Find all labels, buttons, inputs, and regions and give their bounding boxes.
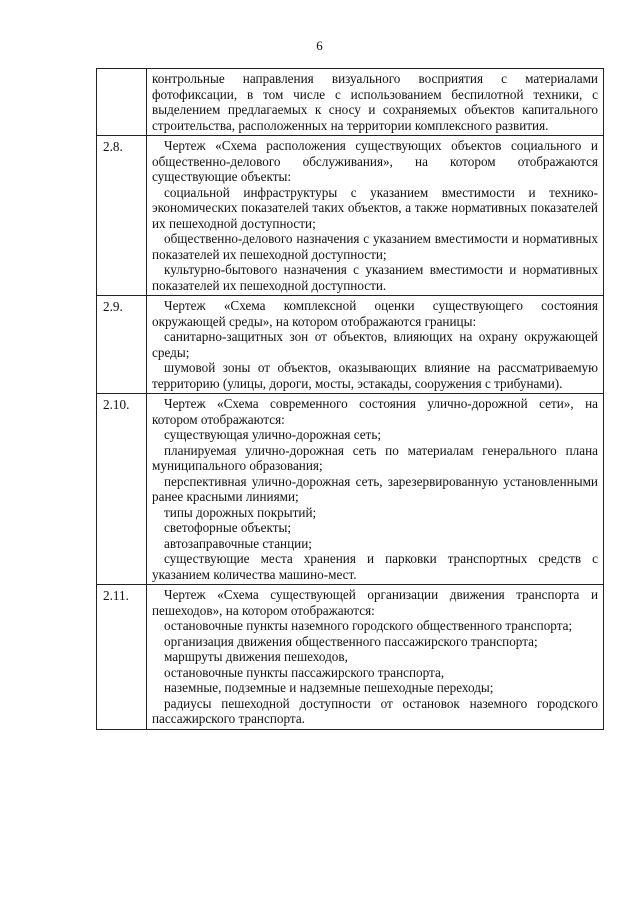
paragraph: наземные, подземные и надземные пешеходные переходы; xyxy=(164,680,494,695)
row-number: 2.10. xyxy=(97,394,147,585)
row-number: 2.9. xyxy=(97,296,147,394)
paragraph: Чертеж «Схема существующей организации движения транспорта и пешеходов», на котором отображаются: xyxy=(152,587,598,618)
paragraph: радиусы пешеходной доступности от остановок наземного городского пассажирского транспорта. xyxy=(152,695,598,726)
paragraph: Чертеж «Схема расположения существующих объектов социального и общественно-делового обслуживания», на котором отображаются существующие объекты: xyxy=(152,138,598,184)
row-number xyxy=(97,69,147,136)
paragraph: контрольные направления визуального восприятия с материалами фотофиксации, в том числе с использованием беспилотной техники, с выделением предлагаемых к сносу и сохраняемых объектов капитального строительства, расположенных на территории комплексного развития. xyxy=(152,71,598,133)
table-row xyxy=(97,296,604,394)
row-content xyxy=(147,136,604,296)
paragraph: остановочные пункты наземного городского общественного транспорта; xyxy=(164,618,573,633)
paragraph: существующие места хранения и парковки транспортных средств с указанием количества машино-мест. xyxy=(152,551,598,582)
paragraph: маршруты движения пешеходов, xyxy=(164,649,348,664)
table-row xyxy=(97,585,604,730)
table-row xyxy=(97,69,604,136)
row-content xyxy=(147,585,604,730)
paragraph: санитарно-защитных зон от объектов, влияющих на охрану окружающей среды; xyxy=(152,329,598,360)
row-number: 2.11. xyxy=(97,585,147,730)
paragraph: шумовой зоны от объектов, оказывающих влияние на рассматриваемую территорию (улицы, дороги, мосты, эстакады, сооружения с трибунами). xyxy=(152,360,598,391)
table-row xyxy=(97,394,604,585)
page-number: 6 xyxy=(316,38,323,53)
paragraph: общественно-делового назначения с указанием вместимости и нормативных показателей их пешеходной доступности; xyxy=(152,231,598,262)
paragraph: существующая улично-дорожная сеть; xyxy=(164,427,382,442)
paragraph: Чертеж «Схема комплексной оценки существующего состояния окружающей среды», на котором отображаются границы: xyxy=(152,298,598,329)
paragraph: перспективная улично-дорожная сеть, зарезервированную установленными ранее красными линиями; xyxy=(152,473,598,504)
table-row xyxy=(97,136,604,296)
row-content xyxy=(147,69,604,136)
paragraph: автозаправочные станции; xyxy=(164,535,312,551)
paragraph: остановочные пункты пассажирского транспорта, xyxy=(164,664,445,680)
paragraph: социальной инфраструктуры с указанием вместимости и технико-экономических показателей таких объектов, а также нормативных показателей их пешеходной доступности; xyxy=(152,184,598,231)
row-number: 2.8. xyxy=(97,136,147,296)
paragraph: Чертеж «Схема современного состояния улично-дорожной сети», на котором отображаются: xyxy=(152,396,598,427)
paragraph: культурно-бытового назначения с указанием вместимости и нормативных показателей их пешеходной доступности. xyxy=(152,262,598,293)
row-content xyxy=(147,394,604,585)
paragraph: планируемая улично-дорожная сеть по материалам генерального плана муниципального образования; xyxy=(152,442,598,473)
paragraph: организация движения общественного пассажирского транспорта; xyxy=(164,633,538,649)
row-content xyxy=(147,296,604,394)
paragraph: типы дорожных покрытий; xyxy=(164,504,317,520)
document-table xyxy=(96,68,604,730)
paragraph: светофорные объекты; xyxy=(164,520,292,535)
